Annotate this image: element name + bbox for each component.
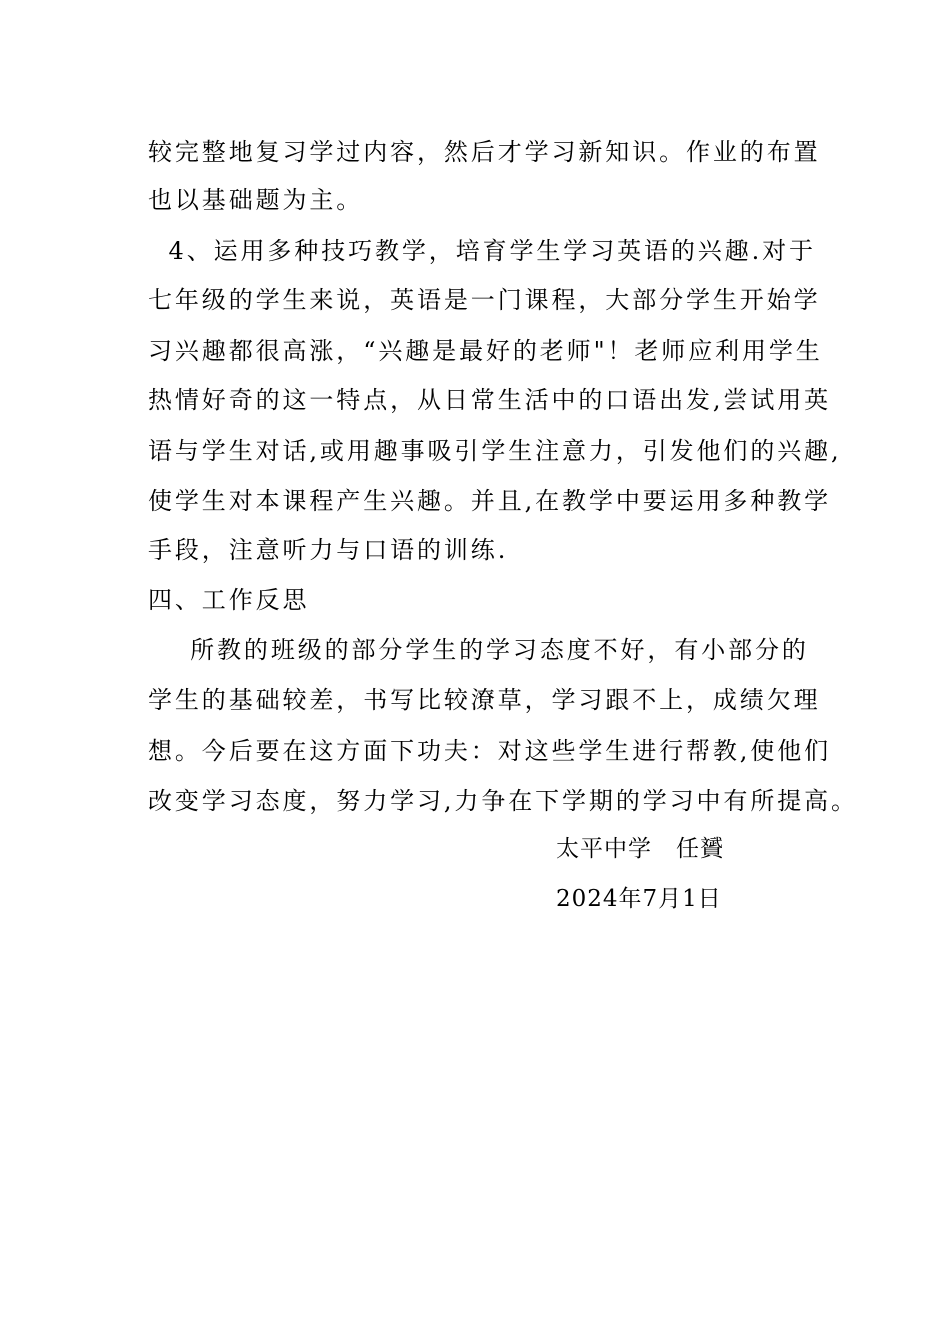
body-line: 七年级的学生来说，英语是一门课程，大部分学生开始学 — [148, 286, 821, 314]
body-line: 习兴趣都很高涨，“兴趣是最好的老师"！老师应利用学生 — [148, 337, 823, 365]
body-line: 使学生对本课程产生兴趣。并且,在教学中要运用多种教学 — [148, 487, 832, 515]
signature-date: 2024年7月1日 — [556, 886, 722, 912]
section-heading: 四、工作反思 — [148, 586, 310, 614]
body-line: 也以基础题为主。 — [148, 186, 364, 214]
body-line: 语与学生对话,或用趣事吸引学生注意力，引发他们的兴趣, — [148, 437, 842, 465]
body-line: 学生的基础较差，书写比较潦草，学习跟不上，成绩欠理 — [148, 686, 821, 714]
body-line: 想。今后要在这方面下功夫：对这些学生进行帮教,使他们 — [148, 737, 832, 765]
body-line: 热情好奇的这一特点，从日常生活中的口语出发,尝试用英 — [148, 386, 832, 414]
body-line: 4、运用多种技巧教学，培育学生学习英语的兴趣.对于 — [158, 237, 816, 265]
body-line: 所教的班级的部分学生的学习态度不好，有小部分的 — [148, 636, 809, 664]
body-line: 较完整地复习学过内容，然后才学习新知识。作业的布置 — [148, 138, 821, 166]
body-line: 改变学习态度，努力学习,力争在下学期的学习中有所提高。 — [148, 787, 858, 815]
signature-org: 太平中学 任贇 — [556, 836, 724, 862]
body-line: 手段，注意听力与口语的训练. — [148, 536, 509, 564]
